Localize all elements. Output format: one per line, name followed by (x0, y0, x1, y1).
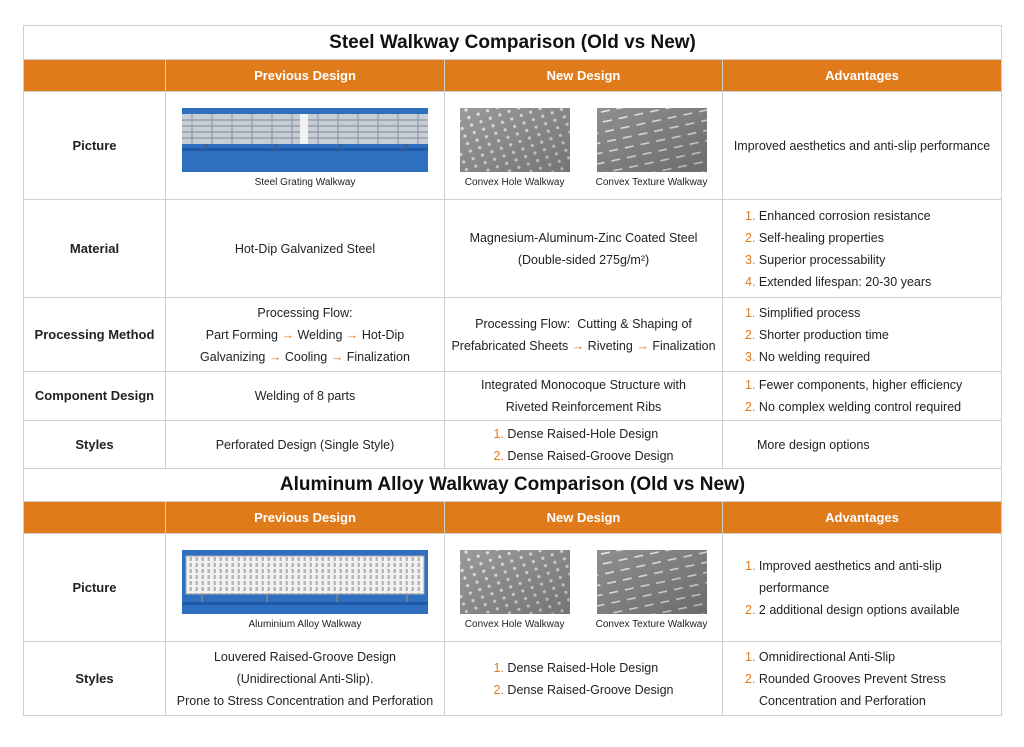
list-item (745, 346, 1001, 368)
list-text: Self-healing properties (758, 230, 884, 245)
list-text: Dense Raised-Groove Design (507, 682, 674, 697)
list-item (745, 249, 1001, 271)
list-text: Simplified process (758, 305, 861, 320)
flow-step: Welding (297, 327, 343, 342)
steel-processing-advantages (723, 298, 1002, 372)
list-number: 2. (745, 602, 756, 617)
aluminum-prev-caption: Aluminium Alloy Walkway (248, 618, 362, 630)
convex-texture-image (597, 550, 707, 614)
list-text: 2 additional design options available (758, 602, 960, 617)
list-item (494, 445, 674, 467)
list-item (745, 396, 1001, 418)
steel-header-blank (24, 60, 166, 92)
component-new-line2: Riveted Reinforcement Ribs (505, 400, 662, 414)
aluminum-styles-prev (166, 642, 445, 716)
list-text: Enhanced corrosion resistance (758, 208, 931, 223)
flow-step: Part Forming (205, 327, 278, 342)
steel-header-new: New Design (445, 60, 723, 92)
list-text: Omnidirectional Anti-Slip (758, 649, 896, 664)
arrow-right-icon: → (281, 327, 294, 342)
flow-step: Finalization (652, 338, 716, 353)
steel-title: Steel Walkway Comparison (Old vs New) (24, 26, 1002, 60)
flow-step: Prefabricated Sheets (451, 338, 569, 353)
list-number: 4. (745, 274, 756, 289)
list-text: Extended lifespan: 20-30 years (758, 274, 932, 289)
comparison-table (23, 25, 1002, 716)
steel-component-prev: Welding of 8 parts (166, 372, 445, 421)
steel-styles-prev: Perforated Design (Single Style) (166, 421, 445, 469)
list-text: No welding required (758, 349, 871, 364)
flow-step: Cooling (284, 349, 328, 364)
steel-picture-prev (166, 92, 445, 200)
arrow-right-icon: → (571, 338, 585, 353)
steel-component-row (24, 372, 1002, 421)
aluminum-header-previous: Previous Design (166, 502, 445, 534)
list-item (745, 668, 1001, 690)
list-item (745, 690, 1001, 712)
list-number: 1. (745, 378, 756, 392)
list-text: Shorter production time (758, 327, 889, 342)
steel-header-row (24, 60, 1002, 92)
aluminum-picture-advantages (723, 534, 1002, 642)
steel-material-prev: Hot-Dip Galvanized Steel (166, 200, 445, 298)
steel-header-advantages: Advantages (723, 60, 1002, 92)
list-item (745, 599, 1001, 621)
list-number: 2. (745, 400, 756, 414)
steel-grating-image (182, 108, 428, 172)
aluminum-picture-prev (166, 534, 445, 642)
steel-styles-new (445, 421, 723, 469)
aluminum-styles-prev-line1: Louvered Raised-Groove Design (213, 649, 397, 664)
list-text: Dense Raised-Hole Design (507, 660, 659, 675)
list-text: No complex welding control required (758, 400, 962, 414)
steel-material-new (445, 200, 723, 298)
processing-prev-head: Processing Flow: (257, 305, 353, 320)
list-number: 1. (745, 208, 756, 223)
list-item (745, 227, 1001, 249)
list-text: Dense Raised-Groove Design (507, 448, 674, 463)
list-item (745, 271, 1001, 293)
steel-new-caption-1: Convex Hole Walkway (464, 176, 565, 188)
aluminum-styles-prev-line2: (Unidirectional Anti-Slip). (236, 671, 374, 686)
list-item (745, 577, 1001, 599)
aluminum-picture-new (445, 534, 723, 642)
arrow-right-icon: → (268, 349, 282, 364)
steel-prev-caption: Steel Grating Walkway (254, 176, 356, 188)
list-text: Superior processability (758, 252, 886, 267)
aluminum-header-new: New Design (445, 502, 723, 534)
steel-component-advantages (723, 372, 1002, 421)
processing-new-line2 (445, 335, 722, 357)
processing-new-line1: Processing Flow: Cutting & Shaping of (475, 316, 692, 331)
list-item (494, 657, 674, 679)
list-number: 1. (745, 305, 756, 320)
convex-texture-image (597, 108, 707, 172)
processing-prev-line2 (166, 324, 444, 346)
aluminum-styles-row (24, 642, 1002, 716)
aluminum-styles-advantages (723, 642, 1002, 716)
aluminum-styles-new (445, 642, 723, 716)
aluminum-new-caption-1: Convex Hole Walkway (464, 618, 565, 630)
steel-styles-row (24, 421, 1002, 469)
list-number: 1. (493, 426, 504, 441)
list-item (745, 374, 1001, 396)
steel-processing-label: Processing Method (24, 298, 166, 372)
arrow-right-icon: → (636, 338, 649, 353)
steel-processing-prev (166, 298, 445, 372)
list-number: 2. (493, 448, 504, 463)
steel-material-label: Material (24, 200, 166, 298)
aluminum-title: Aluminum Alloy Walkway Comparison (Old vs New) (24, 469, 1002, 502)
list-item (494, 679, 674, 701)
list-item (745, 646, 1001, 668)
steel-material-advantages (723, 200, 1002, 298)
list-number: 2. (493, 682, 504, 697)
steel-picture-advantage: Improved aesthetics and anti-slip performance (723, 92, 1002, 200)
component-new-line1: Integrated Monocoque Structure with (481, 378, 686, 392)
list-text: Concentration and Perforation (759, 693, 926, 708)
steel-component-label: Component Design (24, 372, 166, 421)
steel-picture-new (445, 92, 723, 200)
list-number: 2. (745, 230, 756, 245)
steel-material-new-line2: (Double-sided 275g/m²) (517, 252, 650, 267)
steel-material-row (24, 200, 1002, 298)
aluminum-picture-label: Picture (24, 534, 166, 642)
list-number: 1. (493, 660, 504, 675)
convex-hole-image (460, 108, 570, 172)
list-text: Dense Raised-Hole Design (507, 426, 659, 441)
list-number: 1. (745, 558, 756, 573)
aluminium-walkway-image (182, 550, 428, 614)
list-number: 1. (745, 649, 756, 664)
steel-picture-label: Picture (24, 92, 166, 200)
list-text: performance (759, 580, 830, 595)
list-number: 3. (745, 252, 756, 267)
steel-styles-label: Styles (24, 421, 166, 469)
aluminum-picture-row (24, 534, 1002, 642)
steel-component-new (445, 372, 723, 421)
comparison-sheet (23, 25, 1001, 721)
list-text: Rounded Grooves Prevent Stress (758, 671, 946, 686)
flow-step: Hot-Dip (361, 327, 405, 342)
list-item (745, 555, 1001, 577)
list-text: Improved aesthetics and anti-slip (758, 558, 942, 573)
aluminum-header-blank (24, 502, 166, 534)
processing-prev-line3 (166, 346, 444, 368)
aluminum-styles-prev-line3: Prone to Stress Concentration and Perforation (176, 693, 434, 708)
flow-step: Finalization (346, 349, 410, 364)
list-text: Fewer components, higher efficiency (758, 378, 963, 392)
steel-header-previous: Previous Design (166, 60, 445, 92)
list-number: 3. (745, 349, 756, 364)
list-item (745, 324, 1001, 346)
list-item (745, 302, 1001, 324)
list-number: 2. (745, 671, 756, 686)
steel-picture-row (24, 92, 1002, 200)
arrow-right-icon: → (330, 349, 344, 364)
flow-step: Galvanizing (200, 349, 266, 364)
steel-processing-new (445, 298, 723, 372)
aluminum-new-caption-2: Convex Texture Walkway (595, 618, 708, 630)
flow-step: Riveting (587, 338, 633, 353)
steel-material-new-line1: Magnesium-Aluminum-Zinc Coated Steel (469, 230, 698, 245)
list-item (494, 423, 674, 445)
steel-styles-advantage: More design options (723, 421, 1002, 469)
aluminum-header-row (24, 502, 1002, 534)
aluminum-styles-label: Styles (24, 642, 166, 716)
convex-hole-image (460, 550, 570, 614)
list-number: 2. (745, 327, 756, 342)
arrow-right-icon: → (345, 327, 359, 342)
steel-processing-row (24, 298, 1002, 372)
steel-new-caption-2: Convex Texture Walkway (595, 176, 708, 188)
aluminum-header-advantages: Advantages (723, 502, 1002, 534)
list-item (745, 205, 1001, 227)
